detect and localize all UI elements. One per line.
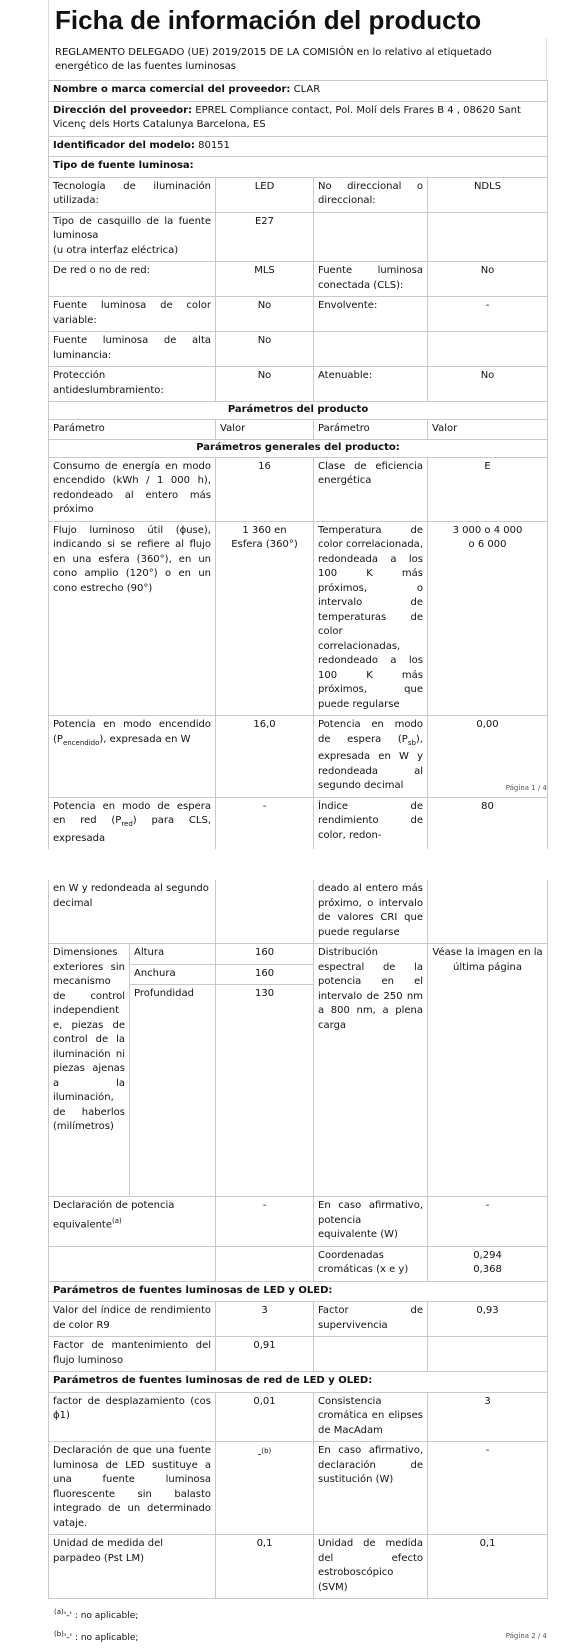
product-info-table [48,80,548,849]
empty-cell [216,1246,314,1281]
model-row [49,136,548,157]
type-heading: Tipo de fuente luminosa: [49,157,548,178]
cap-row [49,212,548,262]
envelope-value: - [428,297,548,332]
replace-w-label: En caso afirmativo, declaración de sustitución (W) [314,1442,428,1535]
standby-label-text-2: ), expresada en W y redondeada al segundo decimal [318,733,423,791]
spd-label: Distribución espectral de la potencia en el intervalo de 250 nm a 800 nm, a plena carga [314,944,428,1197]
replace-label: Declaración de que una fuente luminosa de LED sustituye a una fuente luminosa fluorescente sin balasto integrado de un determinado vataje. [49,1442,216,1535]
cri-cont: deado al entero más próximo, o intervalo de valores CRI que puede regularse [314,880,428,944]
replace-row [49,1442,548,1535]
survival-label: Factor de supervivencia [314,1302,428,1337]
page-title: Ficha de información del producto [48,0,547,38]
netstandby-label-text-2: ) para CLS, expresada [53,815,211,844]
standby-label [314,716,428,798]
depth-value: 130 [216,985,314,1197]
chroma-label: Coordenadas cromáticas (x e y) [314,1246,428,1281]
cri-label: Índice de rendimiento de color, redon- [314,797,428,849]
antiglare-row [49,367,548,402]
led-heading-row [49,1281,548,1302]
supplier-row [49,81,548,102]
params-heading: Parámetros del producto [49,402,548,420]
column-header: Parámetro [314,419,428,440]
equiv-w-value: - [428,1197,548,1247]
mains-led-heading-row [49,1372,548,1393]
colour-tunable-value: No [216,297,314,332]
equiv-label-text: Declaración de potencia equivalente [53,1200,175,1230]
energy-row [49,457,548,521]
cap-label-text-2: (u otra interfaz eléctrica) [53,244,179,256]
width-label: Anchura [130,964,216,985]
energy-value: 16 [216,457,314,521]
colour-tunable-row [49,297,548,332]
r9-value: 3 [216,1302,314,1337]
width-value: 160 [216,964,314,985]
netstandby-label-text: Potencia en modo de espera en red (P [53,800,211,826]
mains-value: MLS [216,262,314,297]
cct-value: 3 000 o 4 000 o 6 000 [428,521,548,716]
column-header: Valor [428,419,548,440]
power-row [49,716,548,798]
netstandby-label [49,797,216,849]
page-2 [48,880,547,1647]
address-row [49,101,548,136]
flux-value: 1 360 en Esfera (360°) [216,521,314,716]
dimmable-label: Atenuable: [314,367,428,402]
cct-label: Temperatura de color correlacionada, redondeada a los 100 K más próximos, o intervalo de temperaturas de color correlacionadas, redondeado a los 100 K más próximos, que puede regularse [314,521,428,716]
empty-cell [49,1246,216,1281]
power-value: 16,0 [216,716,314,798]
product-info-table-continued [48,880,548,1599]
power-label [49,716,216,798]
netstandby-row [49,797,548,849]
general-heading: Parámetros generales del producto: [49,440,548,458]
netstandby-label-sub: red [121,820,133,828]
high-luminance-value: No [216,332,314,367]
spd-value: Véase la imagen en la última página [428,944,548,1197]
empty-cell [428,880,548,944]
cap-label-text: Tipo de casquillo de la fuente luminosa [53,215,211,241]
r9-label: Valor del índice de rendimiento de color R9 [49,1302,216,1337]
cap-value: E27 [216,212,314,262]
column-header: Valor [216,419,314,440]
model-value: 80151 [198,139,230,151]
lumen-maint-value: 0,91 [216,1337,314,1372]
dims-label: Dimensiones exteriores sin mecanismo de control independiente, piezas de control de la iluminación ni piezas ajenas a la iluminación, de haberlos (milímetros) [49,944,130,1197]
mains-label: De red o no de red: [49,262,216,297]
r9-row [49,1302,548,1337]
params-heading-row [49,402,548,420]
standby-label-sub: sb [407,738,416,747]
tech-label: Tecnología de iluminación utilizada: [49,177,216,212]
lumen-maint-row [49,1337,548,1372]
empty-cell [428,1337,548,1372]
supplier-label: Nombre o marca comercial del proveedor: [53,84,291,95]
energy-label: Consumo de energía en modo encendido (kWh / 1 000 h), redondeado al entero más próximo [49,457,216,521]
chroma-row [49,1246,548,1281]
empty-cell [428,212,548,262]
survival-value: 0,93 [428,1302,548,1337]
cls-value: No [428,262,548,297]
class-value: E [428,457,548,521]
flux-label: Flujo luminoso útil (ϕuse), indicando si se refiere al flujo en una esfera (360°), en un cono amplio (120°) o en un cono estrecho (90°) [49,521,216,716]
supplier-value: CLAR [293,84,321,95]
antiglare-value: No [216,367,314,402]
colour-consistency-label: Consistencia cromática en elipses de MacAdam [314,1392,428,1442]
equiv-w-label: En caso afirmativo, potencia equivalente (W) [314,1197,428,1247]
mains-row [49,262,548,297]
model-label: Identificador del modelo: [53,139,195,151]
power-label-sub: encendido [62,738,100,747]
column-header: Parámetro [49,419,216,440]
netstandby-value: - [216,797,314,849]
mains-led-heading: Parámetros de fuentes luminosas de red de LED y OLED: [49,1372,548,1393]
height-value: 160 [216,944,314,965]
regulation-text: REGLAMENTO DELEGADO (UE) 2019/2015 DE LA COMISIÓN en lo relativo al etiquetado energético de las fuentes luminosas [48,38,547,80]
footnote-b-mark: (b) [54,1630,64,1638]
strobo-label: Unidad de medida del efecto estroboscópico (SVM) [314,1535,428,1599]
empty-cell [428,332,548,367]
led-heading: Parámetros de fuentes luminosas de LED y OLED: [49,1281,548,1302]
footnote-b [48,1625,547,1647]
cap-label [49,212,216,262]
column-header-row [49,419,548,440]
high-luminance-row [49,332,548,367]
dims-height-row [49,944,548,965]
displacement-row [49,1392,548,1442]
lumen-maint-label: Factor de mantenimiento del flujo luminoso [49,1337,216,1372]
netstandby-cont-row [49,880,548,944]
address-value: EPREL Compliance contact, Pol. Molí dels Frares B 4 , 08620 Sant Vicenç dels Horts Catalunya Barcelona, ES [53,104,521,130]
directional-label: No direccional o direccional: [314,177,428,212]
footnote-a-text: '-' : no aplicable; [63,1611,139,1621]
high-luminance-label: Fuente luminosa de alta luminancia: [49,332,216,367]
displacement-label: factor de desplazamiento (cos ϕ1) [49,1392,216,1442]
flux-row [49,521,548,716]
footnote-b-text: '-' : no aplicable; [63,1633,139,1643]
page-number: Página 2 / 4 [505,1632,547,1640]
equiv-label [49,1197,216,1247]
envelope-label: Envolvente: [314,297,428,332]
footnote-a [48,1603,547,1625]
directional-value: NDLS [428,177,548,212]
tech-row [49,177,548,212]
class-label: Clase de eficiencia energética [314,457,428,521]
power-label-text-2: ), expresada en W [99,733,191,745]
flicker-value: 0,1 [216,1535,314,1599]
colour-consistency-value: 3 [428,1392,548,1442]
cri-value: 80 [428,797,548,849]
displacement-value: 0,01 [216,1392,314,1442]
depth-label: Profundidad [130,985,216,1197]
chroma-value [428,1246,548,1281]
colour-tunable-label: Fuente luminosa de color variable: [49,297,216,332]
strobo-value: 0,1 [428,1535,548,1599]
replace-w-value: - [428,1442,548,1535]
empty-cell [216,880,314,944]
page-1 [48,0,547,849]
page-number: Página 1 / 4 [505,784,547,792]
chroma-x: 0,294 [473,1249,502,1261]
replace-sup: (b) [261,1447,272,1455]
power-label-text: Potencia en modo encendido (P [53,719,211,745]
equiv-sup: (a) [112,1216,122,1225]
standby-value: 0,00 [428,716,548,798]
general-heading-row [49,440,548,458]
type-heading-row [49,157,548,178]
flicker-row [49,1535,548,1599]
replace-value [216,1442,314,1535]
dimmable-value: No [428,367,548,402]
flicker-label: Unidad de medida del parpadeo (Pst LM) [49,1535,216,1599]
height-label: Altura [130,944,216,965]
equiv-value: - [216,1197,314,1247]
footnote-a-mark: (a) [54,1608,64,1616]
empty-cell [314,212,428,262]
standby-label-text: Potencia en modo de espera (P [318,719,423,745]
replace-value-text: - [257,1449,262,1461]
empty-cell [314,332,428,367]
chroma-y: 0,368 [473,1264,502,1275]
equiv-row [49,1197,548,1247]
tech-value: LED [216,177,314,212]
antiglare-label: Protección antideslumbramiento: [49,367,216,402]
netstandby-cont: en W y redondeada al segundo decimal [49,880,216,944]
empty-cell [314,1337,428,1372]
address-label: Dirección del proveedor: [53,104,193,116]
cls-label: Fuente luminosa conectada (CLS): [314,262,428,297]
